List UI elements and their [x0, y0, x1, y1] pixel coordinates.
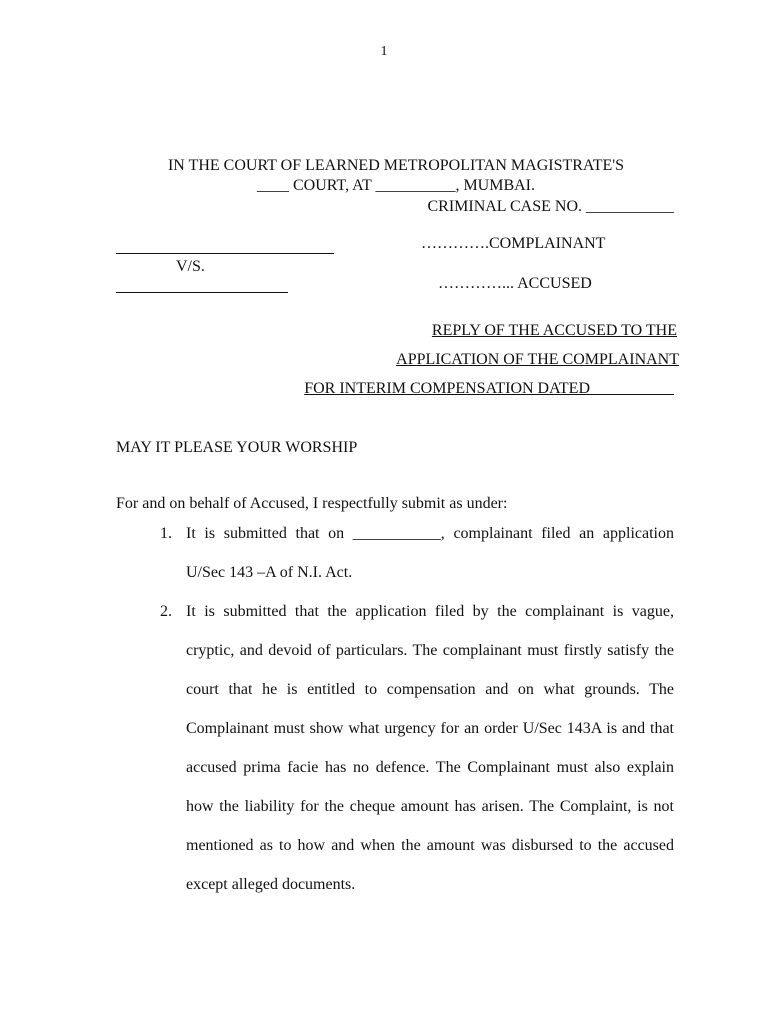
list-item-number: 2. — [160, 603, 172, 620]
versus-label: V/S. — [176, 258, 205, 275]
accused-label: …………... ACCUSED — [438, 275, 592, 292]
accused-name-blank — [116, 276, 288, 293]
document-title-line-3: FOR INTERIM COMPENSATION DATED __________ — [304, 380, 674, 397]
case-number: CRIMINAL CASE NO. ___________ — [427, 198, 674, 215]
salutation: MAY IT PLEASE YOUR WORSHIP — [116, 439, 358, 456]
complainant-name-blank — [116, 237, 334, 254]
list-item-number: 1. — [160, 525, 172, 542]
list-item-text: It is submitted that the application filed by the complainant is vague, cryptic, and devoid of particulars. The complainant must firstly satisfy the court that he is entitled to compensation and on what grounds. The Complainant must show what urgency for an order U/Sec 143A is and that accused prima facie has no defence. The Complainant must also explain how the liability for the cheque amount has arisen. The Complaint, is not mentioned as to how and when the amount was disbursed to the accused except alleged documents. — [186, 603, 674, 893]
page-number: 1 — [380, 44, 388, 59]
court-heading-line-2: ____ COURT, AT __________, MUMBAI. — [256, 177, 536, 194]
complainant-label: ………….COMPLAINANT — [421, 235, 606, 252]
intro-paragraph: For and on behalf of Accused, I respectfully submit as under: — [116, 495, 508, 512]
document-title-line-1: REPLY OF THE ACCUSED TO THE — [431, 322, 677, 339]
list-item-text: It is submitted that on ___________, complainant filed an application U/Sec 143 –A of N.I. Act. — [186, 525, 674, 581]
document-title-line-2: APPLICATION OF THE COMPLAINANT — [396, 351, 679, 368]
court-heading-line-1: IN THE COURT OF LEARNED METROPOLITAN MAGISTRATE'S — [167, 157, 625, 174]
